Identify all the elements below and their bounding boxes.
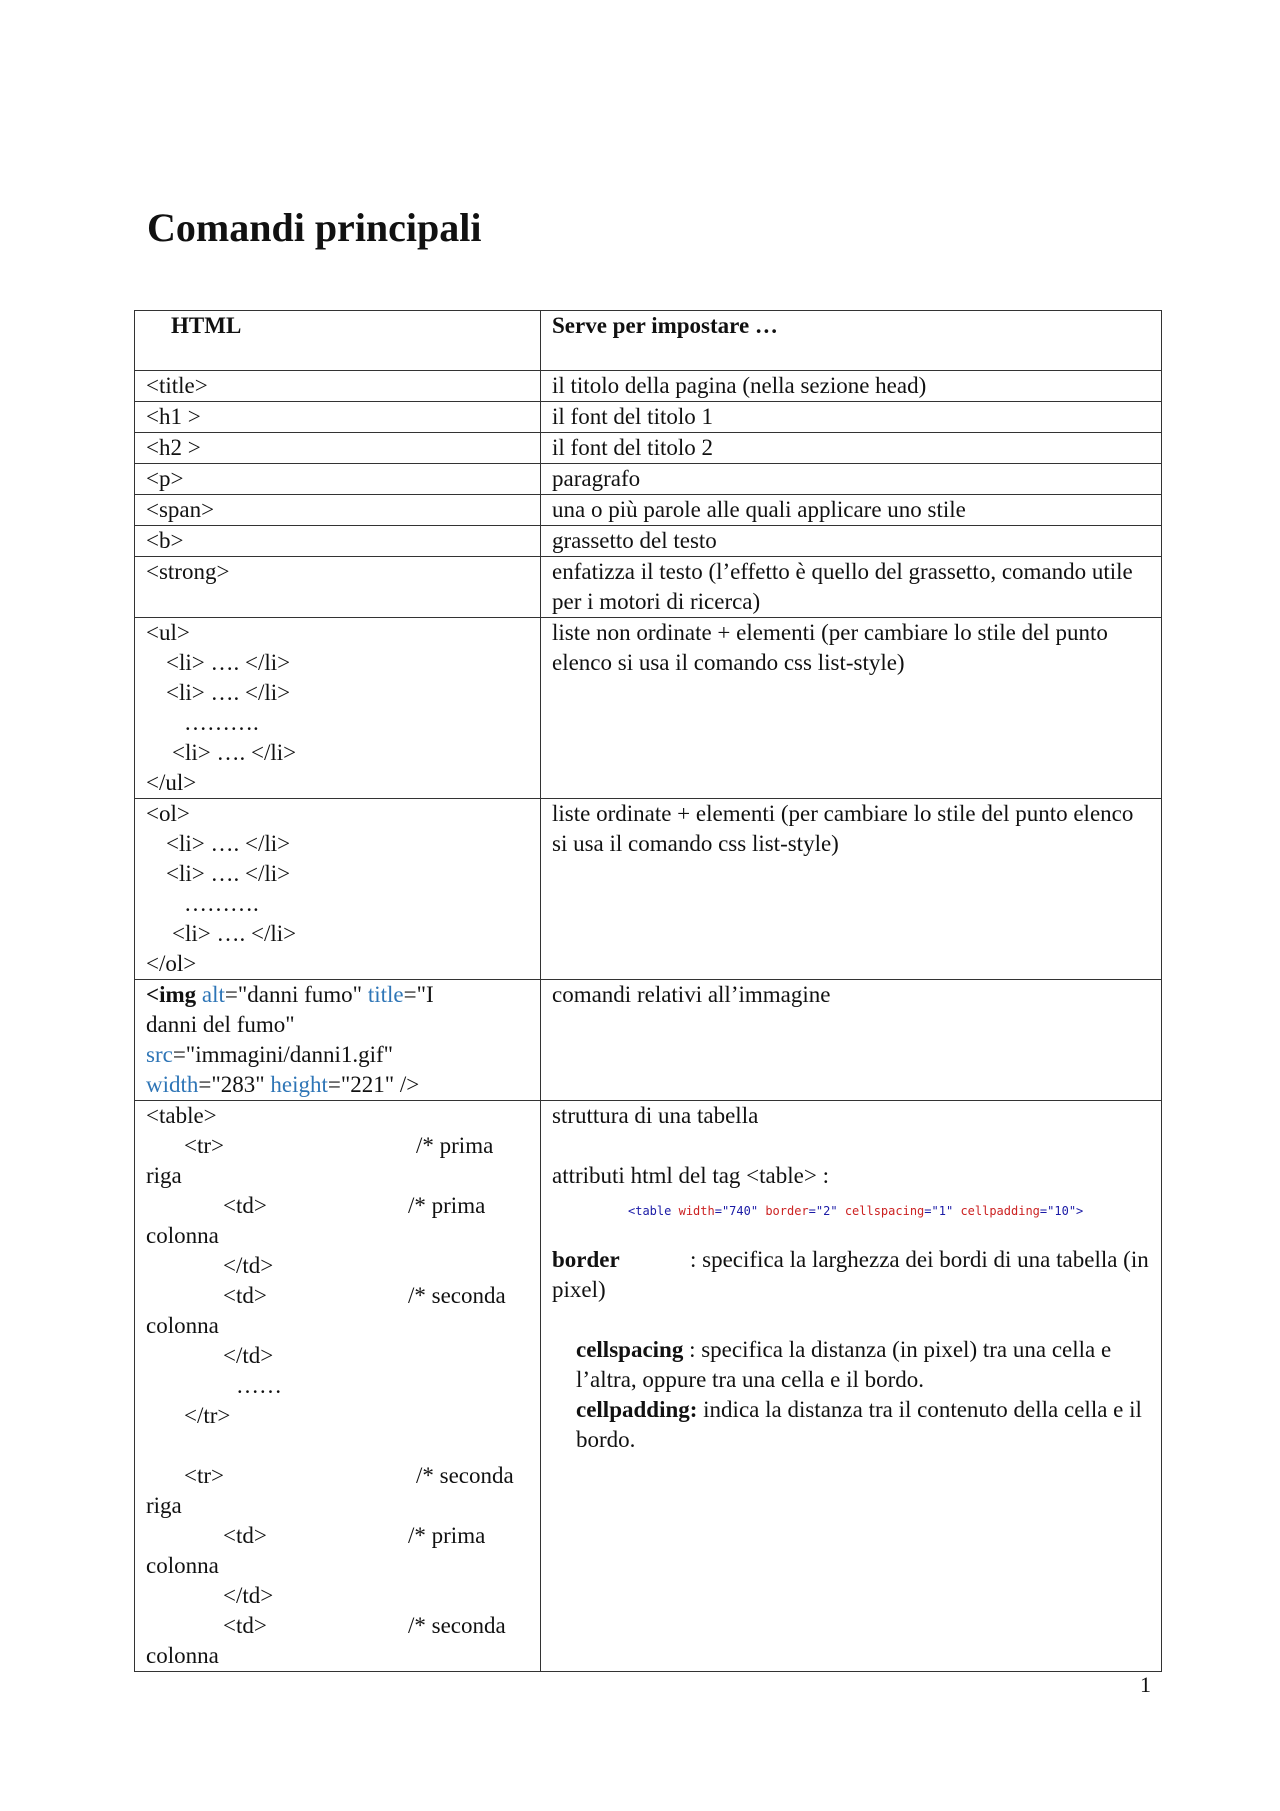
desc-line: attributi html del tag <table> : <box>552 1163 829 1188</box>
code-line <box>146 980 530 1010</box>
tag-cell: <h1 > <box>135 402 541 433</box>
code-line: colonna <box>146 1313 219 1338</box>
tr-open: <tr> <box>184 1133 224 1158</box>
code-line: <li> …. </li> <box>172 921 297 946</box>
desc-cell: grassetto del testo <box>541 526 1162 557</box>
comment: /* prima <box>416 1133 494 1158</box>
desc-cell: liste non ordinate + elementi (per cambiare lo stile del punto elenco si usa il comando css list-style) <box>541 618 1162 799</box>
table-row <box>135 495 1162 526</box>
code-line: <ol> <box>146 801 190 826</box>
table-row-ol <box>135 799 1162 980</box>
attr-src: src <box>146 1042 173 1067</box>
code-line <box>146 1040 530 1070</box>
header-purpose: Serve per impostare … <box>541 311 1162 371</box>
table-row <box>135 526 1162 557</box>
code-line: …… <box>236 1373 282 1398</box>
tag-cell-img <box>135 980 541 1101</box>
code-line: <table> <box>146 1103 217 1128</box>
val-height: ="221" /> <box>327 1072 420 1097</box>
code-line: colonna <box>146 1643 219 1668</box>
code-line: </ol> <box>146 951 197 976</box>
td-open: <td> <box>223 1613 267 1638</box>
code-line <box>146 1070 530 1100</box>
code-line: </tr> <box>184 1403 231 1428</box>
desc-cell: comandi relativi all’immagine <box>541 980 1162 1101</box>
code-line: colonna <box>146 1223 219 1248</box>
attr-alt: alt <box>201 982 225 1007</box>
table-row <box>135 433 1162 464</box>
tag-cell: <strong> <box>135 557 541 618</box>
comment: /* seconda <box>416 1463 514 1488</box>
comment: /* prima <box>408 1193 486 1218</box>
def-border: : specifica la larghezza dei bordi di una tabella (in pixel) <box>552 1247 1149 1302</box>
val-title: ="I <box>403 982 434 1007</box>
desc-cell: il titolo della pagina (nella sezione head) <box>541 371 1162 402</box>
code-line: ………. <box>184 891 259 916</box>
code-line <box>146 1131 530 1161</box>
page-number: 1 <box>1140 1672 1151 1697</box>
table-tag-snippet <box>628 1201 1151 1221</box>
table-row <box>135 464 1162 495</box>
commands-table <box>134 310 1162 1672</box>
code-line: <li> …. </li> <box>166 650 291 675</box>
code-line: danni del fumo" <box>146 1012 295 1037</box>
desc-cell-table <box>541 1101 1162 1672</box>
td-open: <td> <box>223 1283 267 1308</box>
cellpadding-definition <box>552 1395 1151 1455</box>
comment: /* seconda <box>408 1283 506 1308</box>
snippet-val: ="740" <box>714 1204 759 1218</box>
attr-height: height <box>270 1072 328 1097</box>
snippet-attr: border <box>765 1204 809 1218</box>
page-title: Comandi principali <box>147 205 482 250</box>
table-row-table <box>135 1101 1162 1672</box>
attr-title: title <box>367 982 404 1007</box>
code-line: riga <box>146 1493 182 1518</box>
code-line <box>146 1611 530 1641</box>
img-tag: <img <box>146 982 197 1007</box>
code-line: riga <box>146 1163 182 1188</box>
snippet-attr: cellspacing <box>844 1204 925 1218</box>
code-line <box>146 1521 530 1551</box>
tag-cell: <p> <box>135 464 541 495</box>
desc-cell: paragrafo <box>541 464 1162 495</box>
tag-cell: <span> <box>135 495 541 526</box>
val-alt: ="danni fumo" <box>224 982 363 1007</box>
cellspacing-definition <box>552 1335 1151 1395</box>
code-line: <li> …. </li> <box>172 740 297 765</box>
code-line: </ul> <box>146 770 197 795</box>
snippet-val: ="1" <box>924 1204 954 1218</box>
def-cellspacing: : specifica la distanza (in pixel) tra una cella e l’altra, oppure tra una cella e il bordo. <box>576 1337 1112 1392</box>
spacer <box>552 1131 1151 1161</box>
term-cellpadding: cellpadding: <box>576 1397 698 1422</box>
tr-open: <tr> <box>184 1463 224 1488</box>
header-html: HTML <box>135 311 541 371</box>
td-open: <td> <box>223 1523 267 1548</box>
table-row <box>135 402 1162 433</box>
comment: /* seconda <box>408 1613 506 1638</box>
snippet-tag: <table <box>628 1204 672 1218</box>
snippet-attr: width <box>678 1204 715 1218</box>
spacer <box>552 1305 1151 1335</box>
code-line <box>146 1281 530 1311</box>
snippet-val: ="2" <box>808 1204 838 1218</box>
code-line: colonna <box>146 1553 219 1578</box>
code-line: <ul> <box>146 620 190 645</box>
table-row <box>135 371 1162 402</box>
def-cellpadding: indica la distanza tra il contenuto della cella e il bordo. <box>576 1397 1142 1452</box>
desc-cell: una o più parole alle quali applicare uno stile <box>541 495 1162 526</box>
table-row <box>135 557 1162 618</box>
tag-cell: <h2 > <box>135 433 541 464</box>
table-row-img <box>135 980 1162 1101</box>
val-width: ="283" <box>198 1072 265 1097</box>
code-line: </td> <box>223 1253 274 1278</box>
code-line: </td> <box>223 1583 274 1608</box>
tag-cell: <title> <box>135 371 541 402</box>
table-header-row <box>135 311 1162 371</box>
snippet-attr: cellpadding <box>960 1204 1040 1218</box>
tag-cell-ol <box>135 799 541 980</box>
desc-cell: liste ordinate + elementi (per cambiare lo stile del punto elenco si usa il comando css list-style) <box>541 799 1162 980</box>
spacer <box>146 1431 530 1461</box>
border-definition <box>552 1245 1151 1305</box>
code-line: ………. <box>184 710 259 735</box>
code-line <box>146 1191 530 1221</box>
code-line: <li> …. </li> <box>166 680 291 705</box>
comment: /* prima <box>408 1523 486 1548</box>
desc-line: struttura di una tabella <box>552 1103 759 1128</box>
code-line <box>146 1461 530 1491</box>
code-line: </td> <box>223 1343 274 1368</box>
desc-cell: il font del titolo 1 <box>541 402 1162 433</box>
tag-cell-table <box>135 1101 541 1672</box>
td-open: <td> <box>223 1193 267 1218</box>
val-src: ="immagini/danni1.gif" <box>172 1042 394 1067</box>
desc-cell: il font del titolo 2 <box>541 433 1162 464</box>
attr-width: width <box>146 1072 199 1097</box>
term-border: border <box>552 1247 620 1272</box>
table-row-ul <box>135 618 1162 799</box>
snippet-val: ="10"> <box>1039 1204 1084 1218</box>
code-line: <li> …. </li> <box>166 831 291 856</box>
tag-cell-ul <box>135 618 541 799</box>
tag-cell: <b> <box>135 526 541 557</box>
term-cellspacing: cellspacing <box>576 1337 684 1362</box>
code-line: <li> …. </li> <box>166 861 291 886</box>
desc-cell: enfatizza il testo (l’effetto è quello del grassetto, comando utile per i motori di ricerca) <box>541 557 1162 618</box>
